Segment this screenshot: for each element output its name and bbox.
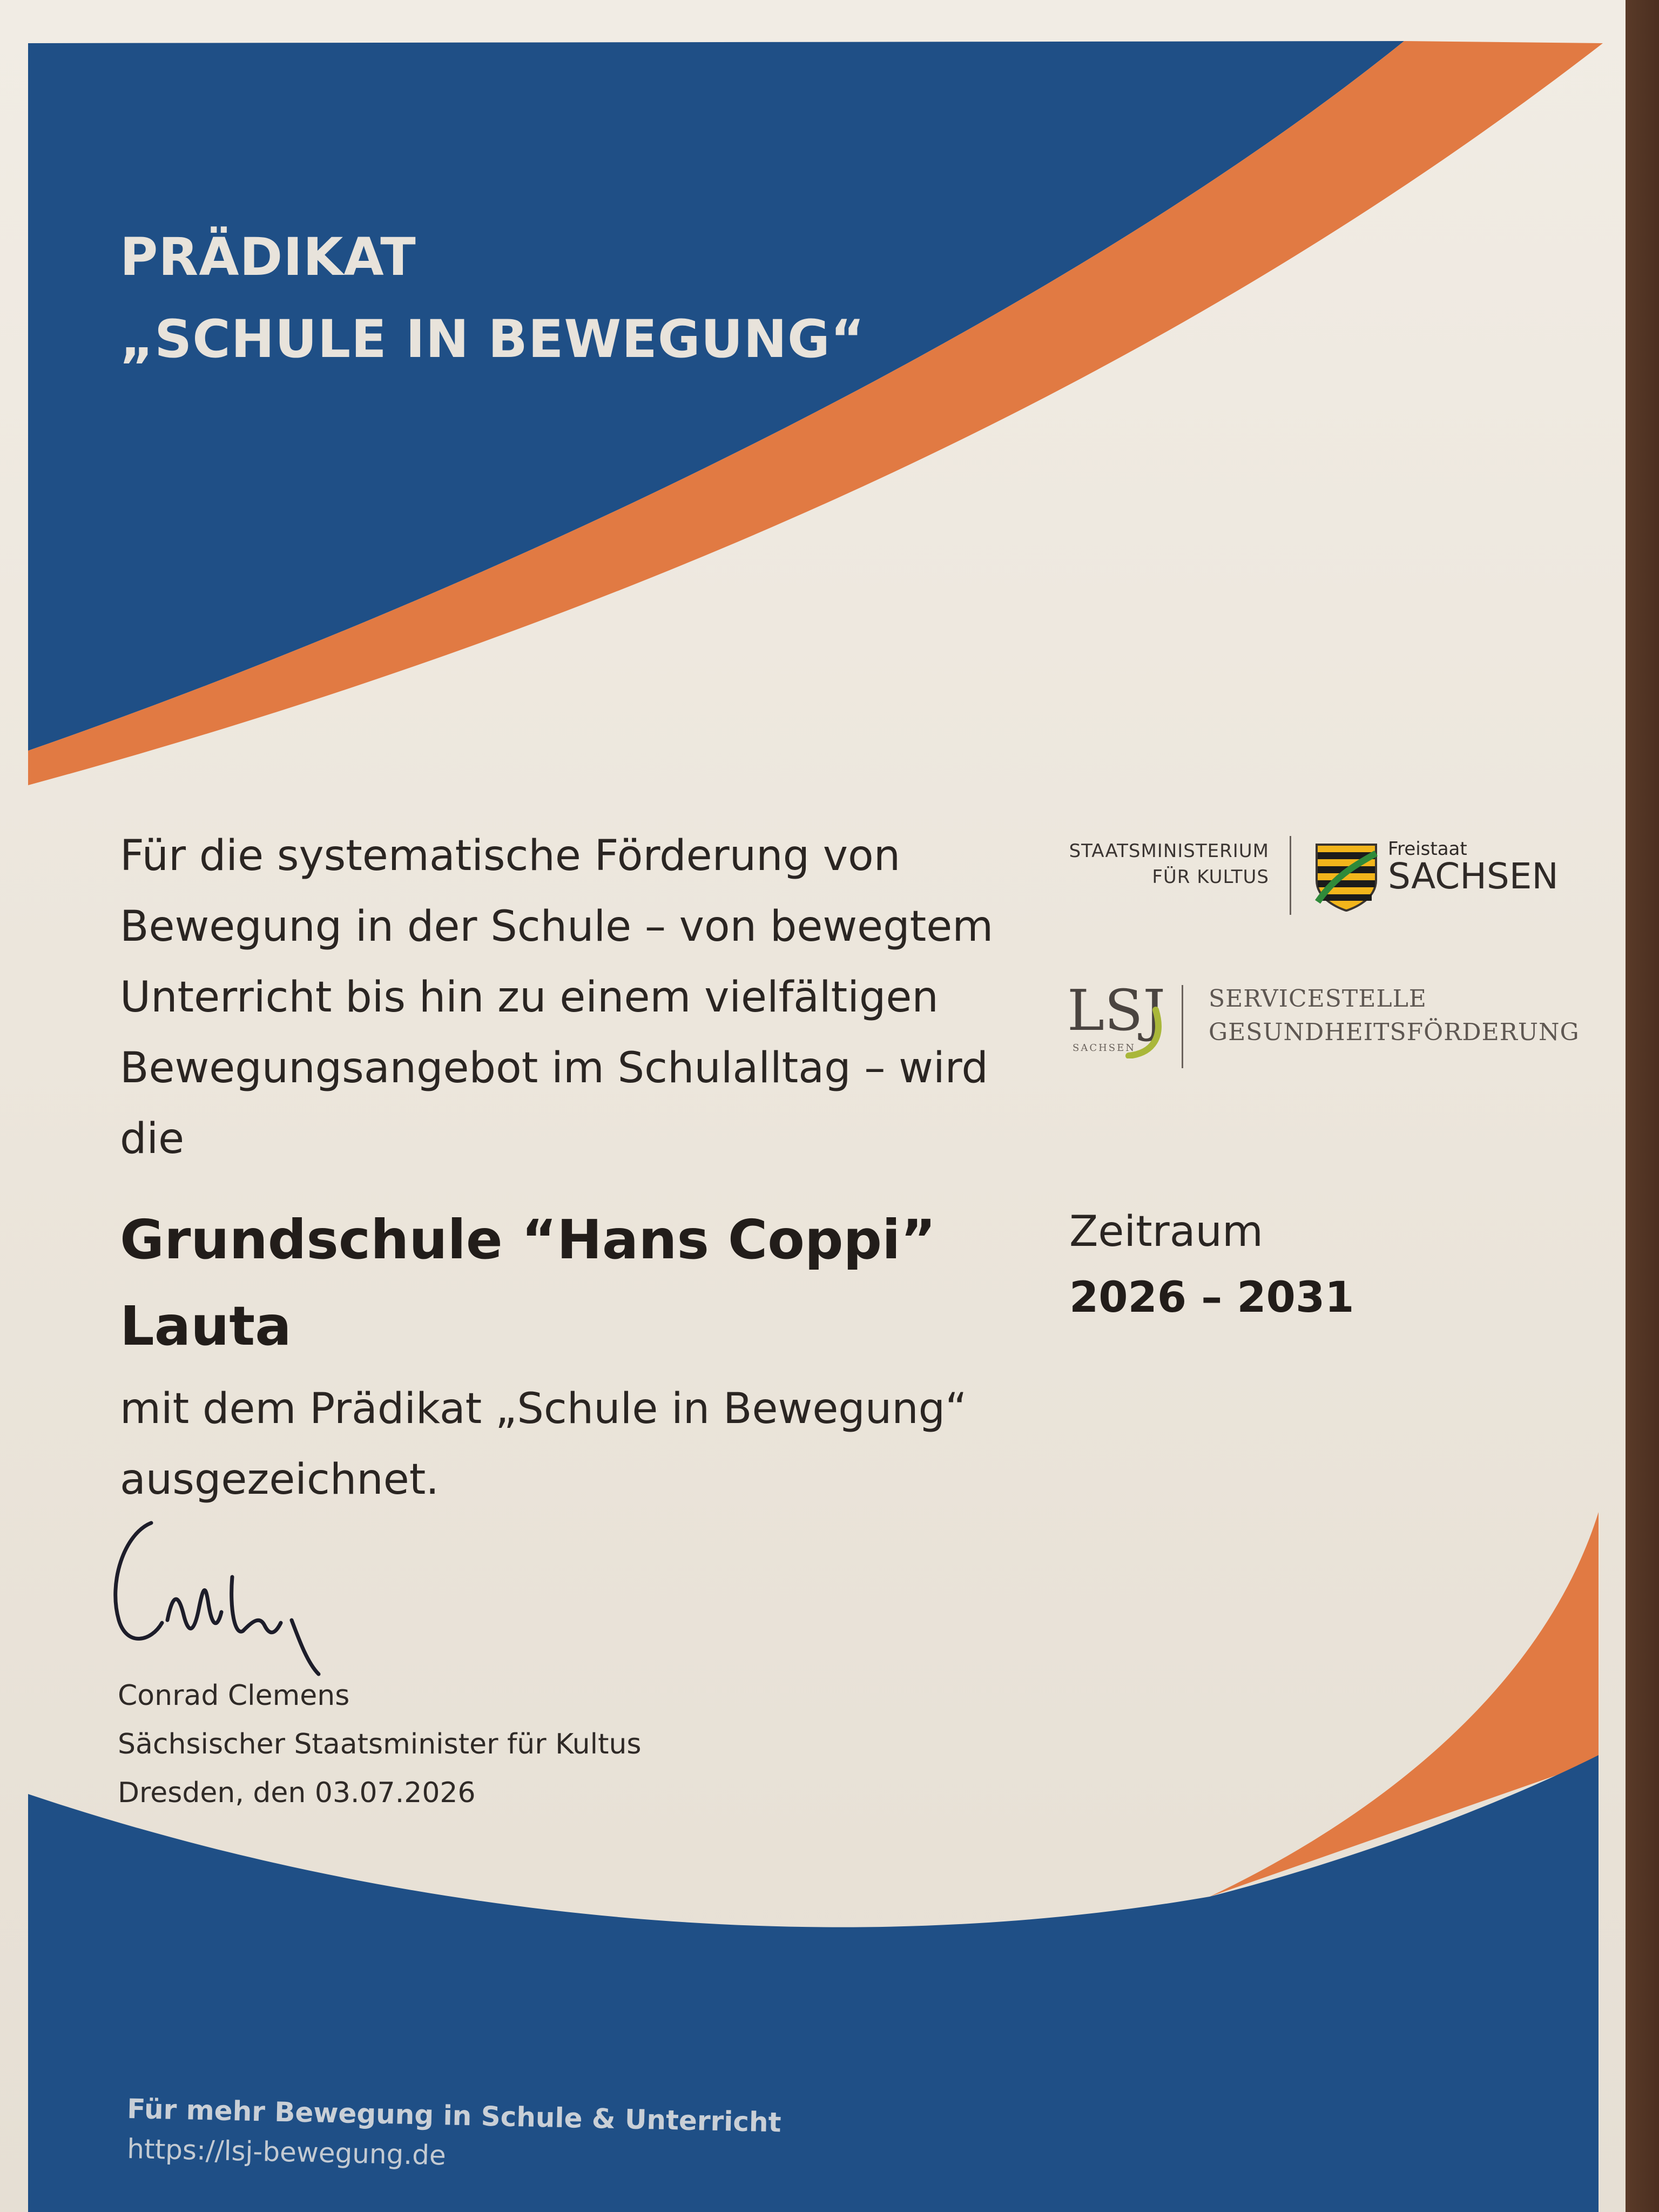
certificate-title-line2: „SCHULE IN BEWEGUNG“ (120, 309, 865, 369)
period-label: Zeitraum (1069, 1208, 1263, 1256)
intro-text: Für die systematische Förderung von Bewegung in der Schule – von bewegtem Unterricht bis hin zu einem vielfältigen Bewegungsangebot im Schulalltag – wird die (120, 832, 994, 1163)
school-city: Lauta (120, 1294, 292, 1358)
signatory-name: Conrad Clemens (118, 1680, 350, 1712)
state-label-small: Freistaat (1388, 838, 1467, 860)
state-label-large: SACHSEN (1388, 855, 1559, 897)
certificate-title-line1: PRÄDIKAT (120, 227, 416, 287)
saxony-coat-of-arms-icon (1314, 842, 1378, 913)
service-name-line2: GESUNDHEITSFÖRDERUNG (1209, 1019, 1580, 1046)
ministry-logo-divider (1290, 836, 1291, 915)
ministry-name-line2: FÜR KULTUS (1152, 866, 1269, 888)
service-name-line1: SERVICESTELLE (1209, 985, 1427, 1013)
footer-url: https://lsj-bewegung.de (126, 2133, 447, 2171)
signature-image (103, 1512, 383, 1696)
footer-tagline: Für mehr Bewegung in Schule & Unterricht (126, 2093, 782, 2139)
top-blue-band (28, 41, 1404, 751)
school-name: Grundschule “Hans Coppi” (120, 1208, 936, 1271)
ministry-name-line1: STAATSMINISTERIUM (1069, 840, 1269, 862)
signatory-role: Sächsischer Staatsminister für Kultus (118, 1728, 642, 1761)
award-text: mit dem Prädikat „Schule in Bewegung“ ausgezeichnet. (120, 1385, 967, 1504)
school-block (120, 1197, 936, 1370)
lsj-logo-mark: LSJ (1067, 977, 1165, 1043)
signatory-place-date: Dresden, den 03.07.2026 (118, 1777, 476, 1809)
lsj-logo-subtext: SACHSEN (1073, 1042, 1136, 1054)
period-value: 2026 – 2031 (1069, 1273, 1354, 1322)
lsj-logo-divider (1182, 985, 1183, 1068)
